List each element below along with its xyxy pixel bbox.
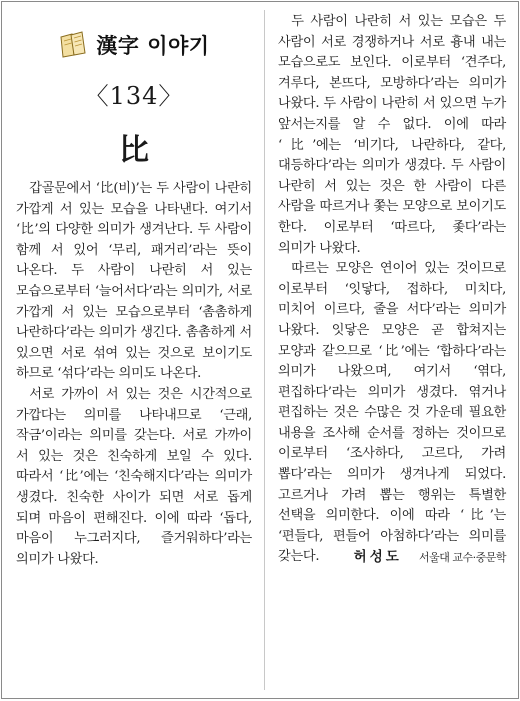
paragraph: 서로 가까이 서 있는 것은 시간적으로 가깝다는 의미를 나타내므로 ‘근래, 작금’이라는 의미를 갖는다. 서로 가까이 서 있는 것은 친숙하게 보일 수 있다. 따라서 ‘比’에는 ‘친숙해지다’라는 의미가 생겼다. 친숙한 사이가 되면 서로 돕게 되며 마음이 편해진다. 이에 따라 ‘돕다, 마음이 누그러지다, 즐거워하다’라는 의미가 나왔다. xyxy=(16,386,252,567)
issue-number: 〈134〉 xyxy=(84,82,184,110)
paragraph: 두 사람이 나란히 서 있는 모습은 두 사람이 서로 경쟁하거나 서로 흉내 내는 모습으로도 보인다. 이로부터 ‘견주다, 겨루다, 본뜨다, 모방하다’라는 의미가 나왔다. 두 사람이 나란히 서 있으면 누가 앞서는지를 알 수 없다. 이에 따라 ‘比’에는 ‘비기다, 나란하다, 같다, 대등하다’라는 의미가 생겼다. 두 사람이 나란히 서 있는 것은 한 사람이 다른 사람을 따르거나 쫓는 모양으로 보이기도 한다. 이로부터 ‘따르다, 좇다’라는 의미가 나왔다. xyxy=(278,14,506,256)
paragraph xyxy=(278,259,506,568)
author-title: 서울대 교수·중문학 xyxy=(418,551,506,565)
article-page xyxy=(1,1,519,699)
series-title: 漢字 이야기 xyxy=(96,34,210,58)
left-column xyxy=(2,2,264,698)
right-body xyxy=(278,12,506,568)
right-column xyxy=(266,2,518,698)
paragraph-text: 따르는 모양은 연이어 있는 것이므로 이로부터 ‘잇닿다, 접하다, 미치다, 미치어 이르다, 줄을 서다’라는 의미가 나왔다. 잇닿은 모양은 곧 합쳐지는 모양과 같으므로 ‘比’에는 ‘합하다’라는 의미가 나왔으며, 여기서 ‘엮다, 편집하다’라는 의미가 생겼다. 엮거나 편집하는 것은 수많은 것 가운데 필요한 내용을 조사해 순서를 정하는 것이므로 이로부터 ‘조사하다, 고르다, 가려 뽑다’라는 의미가 생겨나게 되었다. 고르거나 가려 뽑는 행위는 특별한 선택을 의미한다. 이에 따라 ‘比’는 ‘편들다, 편들어 아첨하다’라는 의미를 갖는다. xyxy=(278,261,506,565)
paragraph: 갑골문에서 ‘比(비)’는 두 사람이 나란히 가깝게 서 있는 모습을 나타낸다. 여기서 ‘比’의 다양한 의미가 생겨난다. 두 사람이 함께 서 있어 ‘무리, 패거리’라는 뜻이 나온다. 두 사람이 나란히 서 있는 모습으로부터 ‘늘어서다’라는 의미가, 서로 가깝게 서 있는 모습으로부터 ‘촘촘하게 나란하다’라는 의미가 생긴다. 촘촘하게 서 있으면 서로 섞여 있는 것으로 보이기도 하므로 ‘섞다’라는 의미도 나온다. xyxy=(16,181,252,382)
book-icon xyxy=(58,31,88,59)
series-header xyxy=(16,28,252,62)
left-body xyxy=(16,179,252,570)
featured-hanja: 比 xyxy=(119,133,149,168)
author-byline xyxy=(340,547,506,569)
author-name: 허성도 xyxy=(353,549,402,566)
column-divider xyxy=(264,10,265,690)
